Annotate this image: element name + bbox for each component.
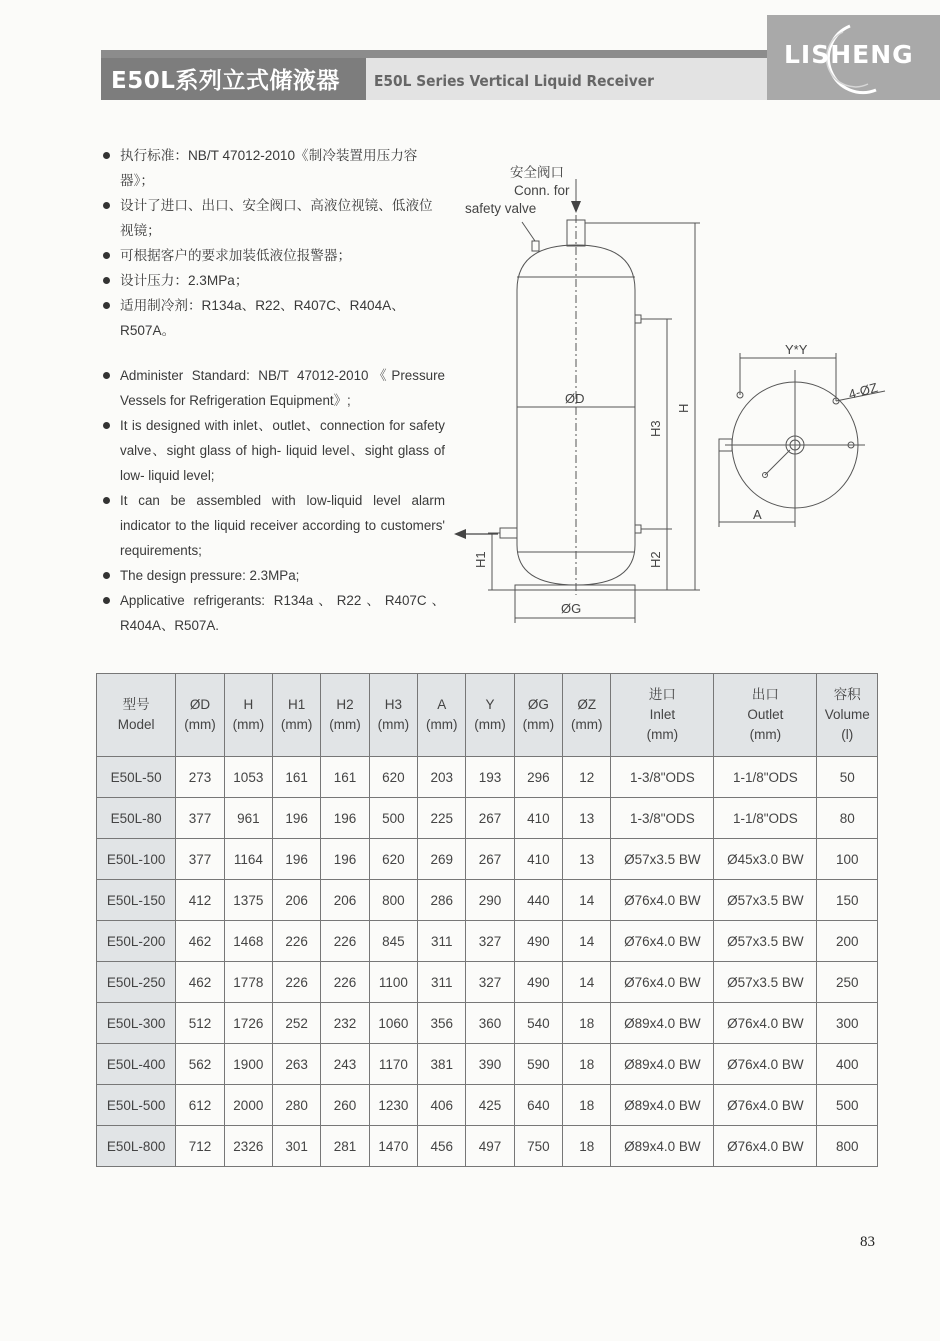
column-header-unit: (mm) [232, 717, 265, 732]
page-title-en: E50L Series Vertical Liquid Receiver [374, 72, 654, 90]
column-header-unit: (mm) [329, 717, 361, 732]
table-row [97, 1126, 878, 1167]
table-cell: 640 [514, 1085, 562, 1126]
table-cell: 500 [817, 1085, 878, 1126]
receiver-technical-drawing [440, 155, 910, 635]
bullet-cn-refrigerants: 适用制冷剂：R134a、R22、R407C、R404A、R507A。 [100, 293, 445, 343]
model-cell: E50L-100 [97, 839, 176, 880]
table-cell: 400 [817, 1044, 878, 1085]
bolt-hole-label: 4-ØZ [846, 379, 880, 402]
table-cell: 232 [321, 1003, 369, 1044]
column-header-unit: (mm) [522, 717, 555, 732]
table-cell: 196 [273, 798, 321, 839]
height-h2-label: H2 [648, 551, 663, 568]
column-header-en: ØZ [577, 697, 597, 712]
bullet-cn-alarm: 可根据客户的要求加装低液位报警器； [100, 243, 445, 268]
column-header [714, 674, 817, 757]
table-cell: 260 [321, 1085, 369, 1126]
table-cell: 512 [176, 1003, 224, 1044]
table-cell: 290 [466, 880, 514, 921]
table-cell: 18 [563, 1044, 611, 1085]
table-cell: 252 [273, 1003, 321, 1044]
table-cell: 269 [418, 839, 466, 880]
table-cell: 1-1/8"ODS [714, 798, 817, 839]
table-row [97, 1003, 878, 1044]
table-cell: 712 [176, 1126, 224, 1167]
table-cell: 1726 [224, 1003, 272, 1044]
feature-list [100, 143, 445, 638]
column-header-en: H2 [336, 697, 354, 712]
table-body [97, 757, 878, 1167]
table-cell: 1470 [369, 1126, 417, 1167]
table-cell: 203 [418, 757, 466, 798]
column-header-cn: 型号 [122, 697, 150, 712]
table-row [97, 798, 878, 839]
table-cell: 14 [563, 921, 611, 962]
bullet-cn-ports: 设计了进口、出口、安全阀口、高液位视镜、低液位视镜； [100, 193, 445, 243]
table-cell: Ø76x4.0 BW [611, 921, 714, 962]
table-cell: 500 [369, 798, 417, 839]
bullet-en-standard: Administer Standard: NB/T 47012-2010《Pressure Vessels for Refrigeration Equipment》; [100, 363, 445, 413]
column-header [273, 674, 321, 757]
table-cell: 1230 [369, 1085, 417, 1126]
table-cell: 267 [466, 798, 514, 839]
table-cell: 80 [817, 798, 878, 839]
table-cell: 497 [466, 1126, 514, 1167]
table-cell: 1170 [369, 1044, 417, 1085]
offset-a-label: A [753, 507, 762, 522]
model-cell: E50L-250 [97, 962, 176, 1003]
table-cell: 381 [418, 1044, 466, 1085]
table-cell: 226 [321, 962, 369, 1003]
column-header [817, 674, 878, 757]
table-cell: 150 [817, 880, 878, 921]
bolt-spacing-label: Y*Y [785, 342, 808, 357]
height-h-label: H [676, 403, 691, 413]
table-cell: 961 [224, 798, 272, 839]
table-cell: 18 [563, 1126, 611, 1167]
table-cell: 1778 [224, 962, 272, 1003]
column-header [563, 674, 611, 757]
table-cell: 226 [273, 962, 321, 1003]
column-header [418, 674, 466, 757]
table-cell: Ø89x4.0 BW [611, 1044, 714, 1085]
column-header [466, 674, 514, 757]
column-header-en: H [243, 697, 254, 712]
column-header-unit: (mm) [646, 727, 679, 742]
column-header-en: H3 [384, 697, 402, 712]
table-cell: Ø57x3.5 BW [714, 962, 817, 1003]
table-cell: Ø76x4.0 BW [714, 1003, 817, 1044]
spec-table [96, 673, 878, 1167]
column-header-cn: 进口 [648, 687, 676, 702]
table-cell: 1-1/8"ODS [714, 757, 817, 798]
table-cell: 800 [369, 880, 417, 921]
table-cell: Ø57x3.5 BW [714, 921, 817, 962]
table-cell: Ø76x4.0 BW [611, 880, 714, 921]
table-cell: 540 [514, 1003, 562, 1044]
table-cell: 1100 [369, 962, 417, 1003]
table-cell: 390 [466, 1044, 514, 1085]
brand-logo-text: LISHENG [784, 40, 914, 69]
column-header-en: Model [117, 717, 155, 732]
table-cell: 196 [273, 839, 321, 880]
table-cell: 620 [369, 839, 417, 880]
table-cell: 1468 [224, 921, 272, 962]
table-cell: 1053 [224, 757, 272, 798]
bullet-cn-standard: 执行标准：NB/T 47012-2010《制冷装置用压力容器》； [100, 143, 445, 193]
table-cell: 225 [418, 798, 466, 839]
table-cell: 200 [817, 921, 878, 962]
table-cell: 845 [369, 921, 417, 962]
table-cell: 267 [466, 839, 514, 880]
table-cell: 161 [273, 757, 321, 798]
table-row [97, 1044, 878, 1085]
table-row [97, 921, 878, 962]
table-cell: 311 [418, 962, 466, 1003]
table-cell: Ø76x4.0 BW [714, 1126, 817, 1167]
table-cell: 410 [514, 798, 562, 839]
table-cell: 490 [514, 921, 562, 962]
model-cell: E50L-300 [97, 1003, 176, 1044]
bullet-en-alarm: It can be assembled with low-liquid level alarm indicator to the liquid receiver according to customers' requirements; [100, 488, 445, 563]
column-header [176, 674, 224, 757]
column-header-unit: (l) [841, 727, 854, 742]
table-cell: 360 [466, 1003, 514, 1044]
column-header-en: Outlet [747, 707, 784, 722]
table-cell: 590 [514, 1044, 562, 1085]
column-header [514, 674, 562, 757]
column-header [224, 674, 272, 757]
table-cell: 462 [176, 921, 224, 962]
table-cell: 196 [321, 839, 369, 880]
table-cell: Ø89x4.0 BW [611, 1126, 714, 1167]
table-cell: 296 [514, 757, 562, 798]
column-header-unit: (mm) [749, 727, 782, 742]
model-cell: E50L-150 [97, 880, 176, 921]
safety-valve-label-cn: 安全阀口 [510, 165, 564, 180]
model-cell: E50L-80 [97, 798, 176, 839]
table-cell: 193 [466, 757, 514, 798]
column-header-en: A [437, 697, 447, 712]
table-cell: 263 [273, 1044, 321, 1085]
diameter-g-label: ØG [561, 601, 582, 616]
table-cell: 280 [273, 1085, 321, 1126]
column-header-en: Y [485, 697, 495, 712]
diameter-d-label: ØD [565, 391, 585, 406]
table-cell: 18 [563, 1085, 611, 1126]
table-cell: 440 [514, 880, 562, 921]
table-cell: 2326 [224, 1126, 272, 1167]
column-header-en: ØG [527, 697, 549, 712]
table-cell: 206 [321, 880, 369, 921]
table-row [97, 962, 878, 1003]
column-header [97, 674, 176, 757]
model-cell: E50L-800 [97, 1126, 176, 1167]
page-number: 83 [860, 1234, 875, 1250]
table-cell: 301 [273, 1126, 321, 1167]
table-cell: Ø89x4.0 BW [611, 1003, 714, 1044]
table-cell: 13 [563, 839, 611, 880]
table-cell: 286 [418, 880, 466, 921]
table-row [97, 757, 878, 798]
table-cell: Ø76x4.0 BW [714, 1085, 817, 1126]
table-cell: 327 [466, 921, 514, 962]
table-cell: 14 [563, 962, 611, 1003]
model-cell: E50L-200 [97, 921, 176, 962]
table-cell: 273 [176, 757, 224, 798]
bullet-en-refrigerants: Applicative refrigerants: R134a、R22、R407C、R404A、R507A. [100, 588, 445, 638]
column-header-en: H1 [288, 697, 306, 712]
column-header-en: ØD [189, 697, 211, 712]
column-header-unit: (mm) [184, 717, 216, 732]
table-cell: 612 [176, 1085, 224, 1126]
table-cell: 12 [563, 757, 611, 798]
column-header-unit: (mm) [474, 717, 506, 732]
table-cell: Ø76x4.0 BW [714, 1044, 817, 1085]
table-cell: 2000 [224, 1085, 272, 1126]
table-cell: 281 [321, 1126, 369, 1167]
table-cell: 412 [176, 880, 224, 921]
table-cell: 1060 [369, 1003, 417, 1044]
table-cell: 14 [563, 880, 611, 921]
table-cell: 620 [369, 757, 417, 798]
column-header-cn: 出口 [751, 687, 779, 702]
table-cell: 206 [273, 880, 321, 921]
table-cell: 800 [817, 1126, 878, 1167]
bullet-cn-pressure: 设计压力：2.3MPa； [100, 268, 445, 293]
table-cell: Ø89x4.0 BW [611, 1085, 714, 1126]
model-cell: E50L-500 [97, 1085, 176, 1126]
table-cell: 1900 [224, 1044, 272, 1085]
model-cell: E50L-400 [97, 1044, 176, 1085]
table-cell: 377 [176, 798, 224, 839]
table-cell: 456 [418, 1126, 466, 1167]
table-cell: 1375 [224, 880, 272, 921]
table-cell: Ø76x4.0 BW [611, 962, 714, 1003]
column-header-en: Volume [824, 707, 870, 722]
table-cell: 356 [418, 1003, 466, 1044]
table-cell: Ø57x3.5 BW [611, 839, 714, 880]
column-header [321, 674, 369, 757]
table-cell: Ø57x3.5 BW [714, 880, 817, 921]
table-cell: 425 [466, 1085, 514, 1126]
column-header-unit: (mm) [425, 717, 458, 732]
table-cell: 300 [817, 1003, 878, 1044]
bullet-en-ports: It is designed with inlet、outlet、connection for safety valve、sight glass of high- liquid level、sight glass of low- liquid level; [100, 413, 445, 488]
table-row [97, 839, 878, 880]
table-cell: 226 [273, 921, 321, 962]
table-cell: 562 [176, 1044, 224, 1085]
table-cell: 18 [563, 1003, 611, 1044]
column-header [611, 674, 714, 757]
table-cell: 196 [321, 798, 369, 839]
table-cell: 377 [176, 839, 224, 880]
column-header-unit: (mm) [377, 717, 410, 732]
column-header-unit: (mm) [570, 717, 603, 732]
table-cell: 1-3/8"ODS [611, 757, 714, 798]
safety-valve-label-en-1: Conn. for [514, 183, 570, 198]
table-cell: 406 [418, 1085, 466, 1126]
table-cell: 311 [418, 921, 466, 962]
column-header-en: Inlet [649, 707, 676, 722]
column-header-cn: 容积 [833, 687, 861, 702]
table-row [97, 880, 878, 921]
height-h1-label: H1 [473, 551, 488, 568]
table-cell: 13 [563, 798, 611, 839]
page-title-cn: E50L系列立式储液器 [111, 68, 340, 94]
table-cell: Ø45x3.0 BW [714, 839, 817, 880]
table-header-row [97, 674, 878, 757]
table-cell: 243 [321, 1044, 369, 1085]
table-row [97, 1085, 878, 1126]
column-header-unit: (mm) [280, 717, 313, 732]
column-header [369, 674, 417, 757]
table-cell: 1164 [224, 839, 272, 880]
table-cell: 50 [817, 757, 878, 798]
table-cell: 100 [817, 839, 878, 880]
table-cell: 327 [466, 962, 514, 1003]
table-cell: 490 [514, 962, 562, 1003]
table-cell: 462 [176, 962, 224, 1003]
height-h3-label: H3 [648, 420, 663, 437]
table-cell: 161 [321, 757, 369, 798]
bullet-en-pressure: The design pressure: 2.3MPa; [100, 563, 445, 588]
safety-valve-label-en-2: safety valve [465, 201, 537, 216]
table-cell: 250 [817, 962, 878, 1003]
model-cell: E50L-50 [97, 757, 176, 798]
table-cell: 1-3/8"ODS [611, 798, 714, 839]
table-cell: 410 [514, 839, 562, 880]
table-cell: 750 [514, 1126, 562, 1167]
table-cell: 226 [321, 921, 369, 962]
